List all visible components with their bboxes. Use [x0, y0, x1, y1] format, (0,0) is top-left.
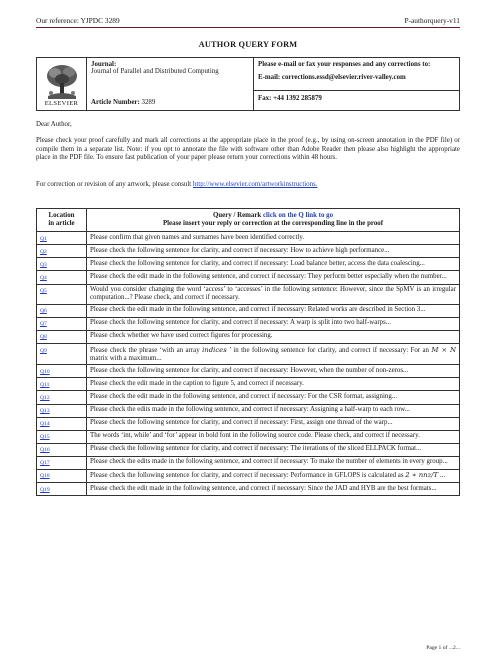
journal-label: Journal: [91, 61, 117, 68]
running-header [36, 13, 460, 28]
query-row [37, 391, 460, 404]
query-link[interactable]: Q3 [40, 261, 47, 268]
query-location [37, 232, 87, 245]
query-location [37, 330, 87, 343]
query-link[interactable]: Q2 [40, 248, 47, 255]
query-location [37, 391, 87, 404]
query-header [87, 209, 460, 232]
query-row [37, 258, 460, 271]
query-link[interactable]: Q1 [40, 235, 47, 242]
query-link[interactable]: Q16 [40, 447, 50, 454]
query-text-body: Please confirm that given names and surnames have been identified correctly. [90, 233, 305, 241]
query-location [37, 245, 87, 258]
query-location [37, 443, 87, 456]
query-text [87, 483, 460, 496]
query-text-body: Please check the following sentence for clarity, and correct if necessary: How to achieve high performance... [90, 246, 390, 254]
query-link[interactable]: Q17 [40, 460, 50, 467]
query-link[interactable]: Q7 [40, 321, 47, 328]
artwork-link[interactable]: http://www.elsevier.com/artworkinstructions. [192, 181, 318, 188]
query-link[interactable]: Q13 [40, 408, 50, 414]
query-row [37, 417, 460, 430]
query-row [37, 245, 460, 258]
query-text [87, 330, 460, 343]
query-text-body: Please check the edit made in the caption to figure 5, and correct if necessary. [90, 379, 304, 387]
query-location [37, 404, 87, 417]
query-text [87, 469, 460, 482]
query-location [37, 258, 87, 271]
query-header-prefix: Query / Remark [212, 212, 262, 219]
query-table-body [37, 232, 460, 496]
query-location [37, 483, 87, 496]
query-location [37, 284, 87, 304]
query-text [87, 417, 460, 430]
query-text-body: Please check the edit made in the following sentence, and correct if necessary: Since the JAD and HYB are the best formats... [90, 484, 437, 492]
greeting: Dear Author, [36, 121, 72, 128]
query-link[interactable]: Q9 [40, 347, 47, 354]
query-text [87, 365, 460, 378]
artwork-paragraph [36, 181, 460, 190]
query-text [87, 344, 460, 365]
query-table [36, 208, 460, 496]
query-text [87, 317, 460, 330]
query-text-pre: Please check the phrase ‘with an array [90, 346, 200, 354]
query-row [37, 378, 460, 391]
query-text-body: Please check the edits made in the following sentence, and correct if necessary: Assigning a half-warp to each row... [90, 406, 410, 413]
query-header-link[interactable]: click on the Q link to go [262, 212, 334, 219]
query-link[interactable]: Q8 [40, 334, 47, 341]
query-text-math: 2 ∗ nnz/T [405, 471, 439, 480]
query-row [37, 304, 460, 317]
query-text [87, 245, 460, 258]
query-text [87, 284, 460, 304]
query-link[interactable]: Q15 [40, 434, 50, 441]
query-link[interactable]: Q11 [40, 381, 50, 388]
query-text [87, 258, 460, 271]
query-location [37, 365, 87, 378]
location-header [37, 209, 87, 232]
form-title: AUTHOR QUERY FORM [198, 40, 298, 49]
contact-email-block [254, 58, 459, 91]
journal-cell [87, 58, 254, 110]
query-row [37, 232, 460, 245]
query-row [37, 330, 460, 343]
query-text-body: Please check the edit made in the following sentence, and correct if necessary: Related works are described in Section 3... [90, 306, 426, 314]
query-row [37, 404, 460, 417]
query-text-body: Please check the edits made in the following sentence, and correct if necessary: To make the number of elements in every group... [90, 458, 448, 466]
journal-name: Journal of Parallel and Distributed Computing [91, 68, 219, 75]
contact-heading: Please e-mail or fax your responses and any corrections to: [258, 61, 431, 68]
page-footer: Page 1 of ...2... [426, 645, 460, 651]
query-link[interactable]: Q12 [40, 394, 50, 401]
query-text [87, 378, 460, 391]
form-code: P-authorquery-v11 [404, 16, 460, 25]
query-header-line1 [89, 212, 457, 220]
query-text [87, 456, 460, 469]
query-text-body: Please check whether we have used correct figures for processing. [90, 332, 273, 340]
contact-fax: Fax: +44 1392 285879 [258, 95, 322, 102]
query-text [87, 304, 460, 317]
query-text-body: Please check the following sentence for clarity, and correct if necessary: Load balance better, access the data coalescing... [90, 259, 425, 267]
query-row [37, 456, 460, 469]
query-table-header [37, 209, 460, 232]
query-text-body: Please check the following sentence for clarity, and correct if necessary: A warp is split into two half-warps... [90, 319, 391, 327]
query-text-body: The words ‘int, while’ and ‘for’ appear in bold font in the following source code. Please check, and correct if necessary. [90, 432, 420, 440]
query-link[interactable]: Q4 [40, 274, 47, 281]
query-text-body: Please check the edit made in the following sentence, and correct if necessary: They perform better especially when the number... [90, 272, 447, 280]
query-text-end: matrix with a maximum... [90, 354, 162, 362]
query-text-pre: Please check the following sentence for clarity, and correct if necessary: Performance in GFLOPS is calculated as [90, 472, 404, 480]
query-row [37, 430, 460, 443]
query-text-post: ’ in the following sentence for clarity, and correct if necessary: For an [229, 346, 429, 354]
query-text [87, 232, 460, 245]
query-location [37, 430, 87, 443]
query-row [37, 365, 460, 378]
query-link[interactable]: Q14 [40, 421, 50, 428]
query-text [87, 443, 460, 456]
location-header-line2: in article [48, 220, 75, 228]
query-text [87, 404, 460, 417]
query-link[interactable]: Q19 [40, 486, 50, 493]
query-row [37, 443, 460, 456]
query-link[interactable]: Q5 [40, 288, 47, 295]
query-header-line2: Please insert your reply or correction at the corresponding line in the proof [162, 220, 384, 228]
query-row [37, 469, 460, 482]
query-text [87, 430, 460, 443]
instructions-paragraph: Please check your proof carefully and mark all corrections at the appropriate place in the proof (e.g., by using on-screen annotation in the PDF file) or compile them in a separate list. Note: if you opt to annotate the file with software other than Adobe Reader then please also highlight the appropriate place in the PDF file. To ensure fast publication of your paper please return your corrections within 48 hours. [36, 137, 460, 162]
publisher-logo [37, 58, 87, 110]
query-text-body: Please check the following sentence for clarity, and correct if necessary: However, when the number of non-zeros... [90, 366, 409, 374]
query-row [37, 483, 460, 496]
query-location [37, 317, 87, 330]
tree-logo-icon [42, 63, 82, 99]
query-location [37, 417, 87, 430]
query-location [37, 378, 87, 391]
query-text-end: ... [439, 472, 446, 480]
query-row [37, 284, 460, 304]
query-location [37, 304, 87, 317]
query-link[interactable]: Q6 [40, 308, 47, 315]
contact-email[interactable]: E-mail: corrections.essd@elsevier.river-valley.com [258, 74, 406, 81]
location-header-line1: Location [48, 212, 75, 219]
query-text [87, 391, 460, 404]
contact-cell [254, 58, 459, 110]
query-link[interactable]: Q10 [40, 368, 50, 375]
query-text [87, 271, 460, 284]
query-location [37, 469, 87, 482]
artwork-text: For correction or revision of any artwork, please consult [36, 181, 192, 188]
journal-info-box [36, 57, 460, 111]
query-text-body: Please check the following sentence for clarity, and correct if necessary: The iterations of the sliced ELLPACK format... [90, 445, 422, 453]
logo-wordmark: ELSEVIER [44, 100, 79, 107]
query-location [37, 456, 87, 469]
query-text-body: Would you consider changing the word ‘access’ to ‘accesses’ in the following sentence: However, since the SpMV is an irregular computation...? Please check, and correct if necessary. [90, 286, 456, 302]
query-row [37, 344, 460, 365]
reference-text: Our reference: YJPDC 3289 [36, 16, 120, 25]
article-number-line [91, 99, 155, 106]
article-number: 3289 [141, 99, 156, 106]
query-link[interactable]: Q18 [40, 473, 50, 480]
article-number-label: Article Number: [91, 99, 140, 106]
query-location [37, 344, 87, 365]
query-location [37, 271, 87, 284]
query-row [37, 271, 460, 284]
query-row [37, 317, 460, 330]
query-text-italic: indices [202, 345, 227, 354]
query-text-math: M × N [431, 345, 456, 354]
query-text-body: Please check the edit made in the following sentence, and correct if necessary: For the CSR format, assigning... [90, 392, 397, 400]
query-text-body: Please check the following sentence for clarity, and correct if necessary: First, assign one thread of the warp... [90, 419, 393, 427]
